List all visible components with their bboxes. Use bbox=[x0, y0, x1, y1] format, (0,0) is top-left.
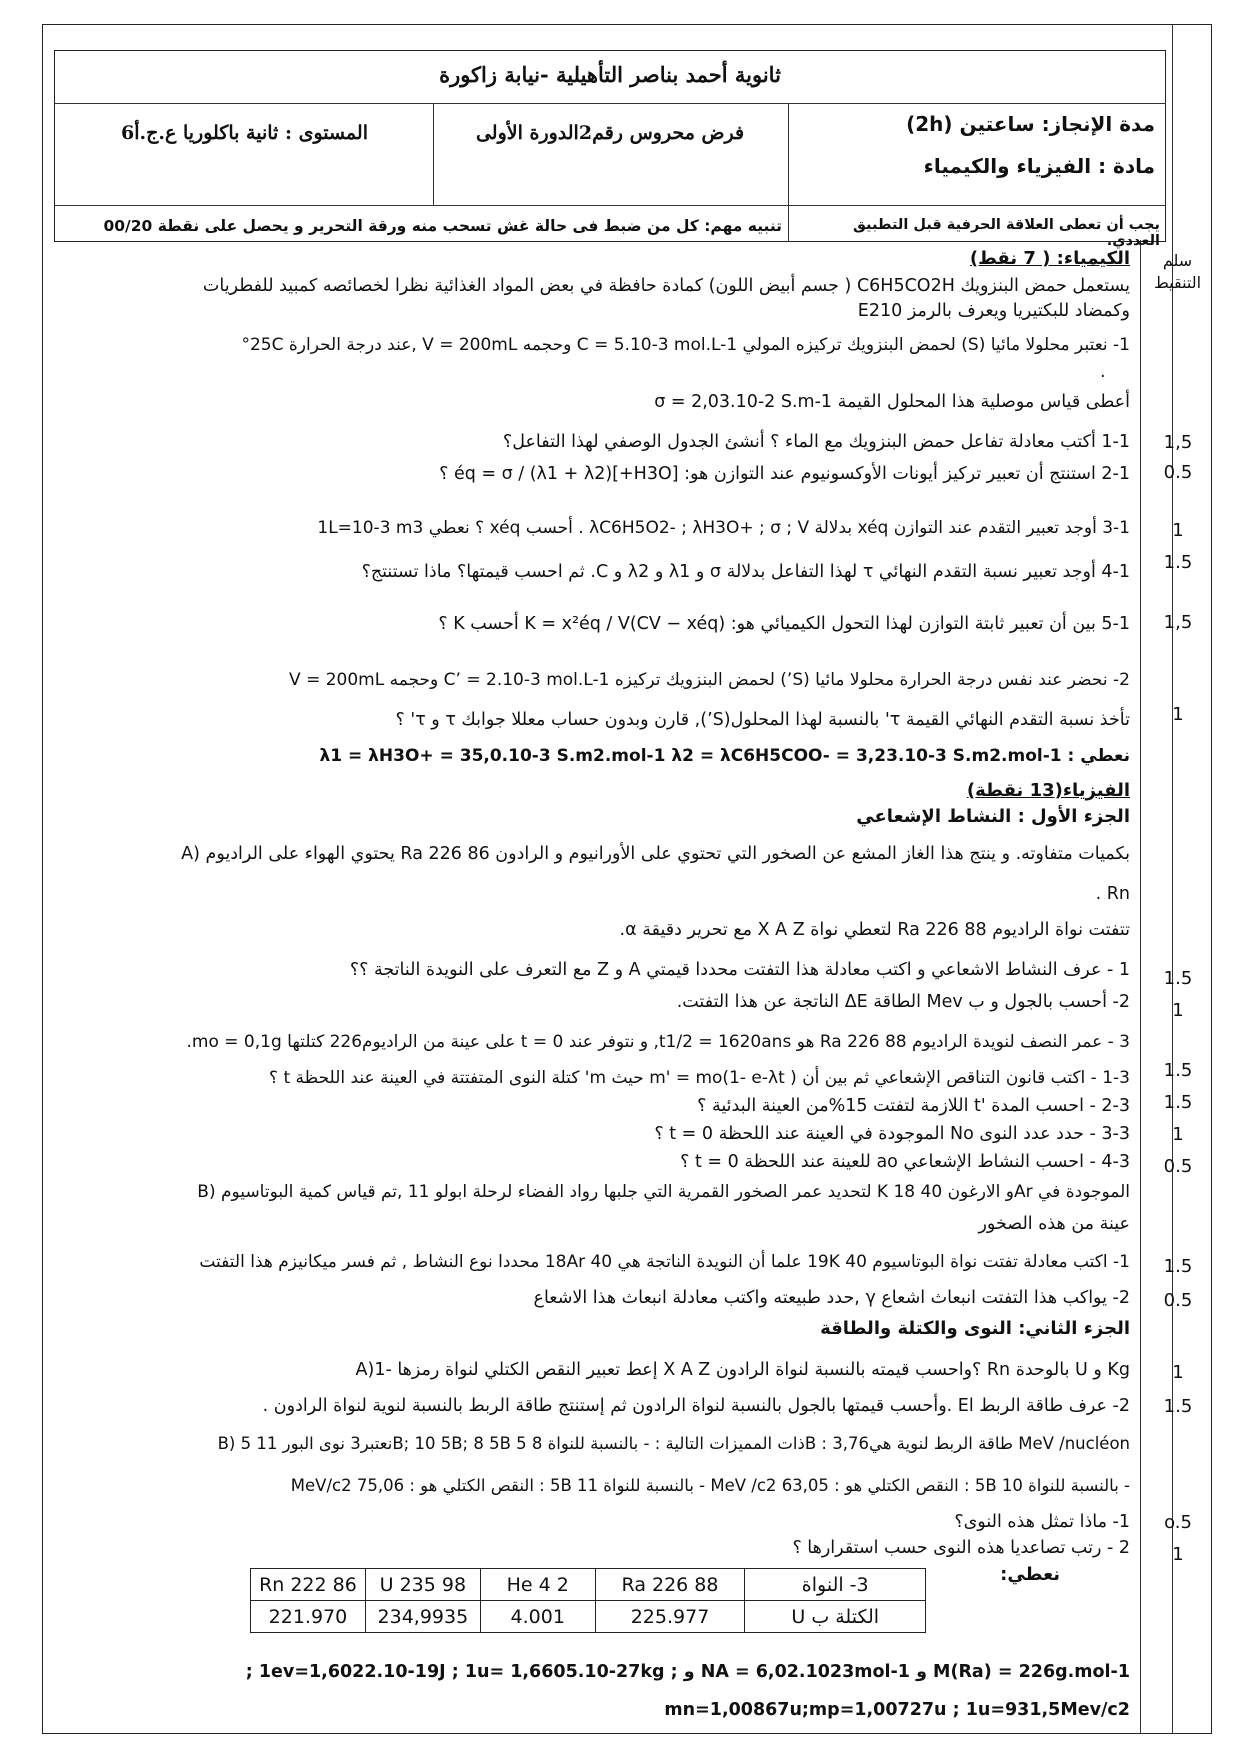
chemistry-title: الكيمياء: ( 7 نقط) bbox=[969, 248, 1130, 269]
chem-q2: 2- نحضر عند نفس درجة الحرارة محلولا مائيا (S’) لحمض البنزويك تركيزه C’ = 2.10-3 mol.L-1 وحجمه V = 200mL bbox=[289, 670, 1130, 690]
score-column-header: سلم التنقيط bbox=[1153, 251, 1202, 292]
score-value: 1,5 bbox=[1163, 432, 1193, 453]
score-value: 1 bbox=[1172, 520, 1184, 541]
constants-line-2: mn=1,00867u;mp=1,00727u ; 1u=931,5Mev/c2 bbox=[664, 1700, 1130, 1720]
table-cell: U 235 98 bbox=[365, 1569, 480, 1601]
chem-q1: 1- نعتبر محلولا مائيا (S) لحمض البنزويك تركيزه المولي C = 5.10-3 mol.L-1 وحجمه V = 200mL ,عند درجة الحرارة 25C° bbox=[241, 335, 1130, 355]
score-value: 1 bbox=[1172, 1544, 1184, 1565]
phys-q3-4: 4-3 - احسب النشاط الإشعاعي ao للعينة عند اللحظة t = 0 ؟ bbox=[680, 1152, 1130, 1172]
score-value: 1.5 bbox=[1163, 1060, 1193, 1081]
table-cell: 221.970 bbox=[251, 1601, 366, 1633]
phys-b1: B) لتحديد عمر الصخور القمرية التي جلبها رواد الفضاء لرحلة ابولو 11 ,تم قياس كمية البوتاسيوم K و الارغون 40 18Ar الموجودة في bbox=[197, 1182, 1130, 1202]
nuclei-mass-table bbox=[250, 1568, 926, 1633]
score-value: 1.5 bbox=[1163, 968, 1193, 989]
phys-q2: 2- أحسب بالجول و ب Mev الطاقة ΔE الناتجة عن هذا التفتت. bbox=[676, 992, 1130, 1012]
chem-intro-1: يستعمل حمض البنزويك C6H5CO2H ( جسم أبيض اللون) كمادة حافظة في بعض المواد الغذائية نظرا لخصائصه كمبيد للفطريات bbox=[202, 276, 1130, 296]
exam-subject: مادة : الفيزياء والكيمياء bbox=[923, 154, 1155, 178]
table-cell: 225.977 bbox=[595, 1601, 745, 1633]
exam-duration: مدة الإنجاز: ساعتين (2h) bbox=[906, 112, 1155, 136]
phys-q3: 3 - عمر النصف لنويدة الراديوم Ra 226 88 هو t1/2 = 1620ans, و نتوفر عند t = 0 على عينة من الراديوم226 كتلتها mo = 0,1g. bbox=[186, 1032, 1130, 1052]
score-value: 0.5 bbox=[1163, 1290, 1193, 1311]
school-name: ثانوية أحمد بناصر التأهيلية -نيابة زاكورة bbox=[439, 62, 781, 87]
phys-q3-2: 2-3 - احسب المدة 't اللازمة لتفتت 15%من العينة البدئية ؟ bbox=[697, 1096, 1130, 1116]
score-value: o.5 bbox=[1164, 1512, 1192, 1533]
physics-part-2: الجزء الثاني: النوى والكتلة والطاقة bbox=[820, 1318, 1130, 1339]
header-col-2 bbox=[788, 103, 789, 242]
cheating-warning: تنبيه مهم: كل من ضبط فى حالة غش تسحب منه ورقة التحرير و يحصل على نقطة 00/20 bbox=[103, 217, 782, 235]
score-value: 0.5 bbox=[1163, 1156, 1193, 1177]
chem-given: نعطي : λ1 = λH3O+ = 35,0.10-3 S.m2.mol-1 λ2 = λC6H5COO- = 3,23.10-3 S.m2.mol-1 bbox=[319, 746, 1130, 766]
phys-c2: 2- عرف طاقة الربط El .وأحسب قيمتها بالجول بالنسبة لنواة الرادون ثم إستنتج طاقة الربط بالنسبة لنوية لنواة الرادون . bbox=[262, 1396, 1130, 1416]
phys-b1-b: عينة من هذه الصخور bbox=[978, 1214, 1130, 1234]
exam-title: فرض محروس رقم2الدورة الأولى bbox=[475, 122, 745, 144]
header-divider-2 bbox=[54, 205, 1166, 206]
score-value: 1 bbox=[1172, 1362, 1184, 1383]
chem-q1-sigma: أعطى قياس موصلية هذا المحلول القيمة σ = 2,03.10-2 S.m-1 bbox=[654, 392, 1130, 412]
score-value: 1 bbox=[1172, 1124, 1184, 1145]
table-cell: 3- النواة bbox=[745, 1569, 926, 1601]
chem-q2-b: تأخذ نسبة التقدم النهائي القيمة τ' بالنسبة لهذا المحلول(S’), قارن وبدون حساب معللا جوابك τ و τ' ؟ bbox=[395, 710, 1130, 730]
score-value: 1.5 bbox=[1163, 1396, 1193, 1417]
physics-part-1: الجزء الأول : النشاط الإشعاعي bbox=[856, 806, 1130, 827]
phys-d2: - بالنسبة للنواة 10 5B : النقص الكتلي هو : 63,05 MeV /c2 - بالنسبة للنواة 11 5B : النقص الكتلي هو : 75,06 MeV/c2 bbox=[290, 1476, 1130, 1495]
chem-q1-4: 4-1 أوجد تعبير نسبة التقدم النهائي τ لهذا التفاعل بدلالة σ و λ1 و λ2 و C. ثم احسب قيمتها؟ ماذا تستنتج؟ bbox=[361, 562, 1130, 582]
phys-a1-b: . Rn bbox=[1095, 884, 1130, 904]
table-cell: الكتلة ب U bbox=[745, 1601, 926, 1633]
score-value: 1,5 bbox=[1163, 612, 1193, 633]
score-value: 1.5 bbox=[1163, 552, 1193, 573]
phys-d1: B) نعتبر3 نوى البور 11 5B; 10 5B; 8 5B ذات المميزات التالية : - بالنسبة للنواة 8 5B : طاقة الربط لنوية هي3,76 MeV /nucléon bbox=[217, 1434, 1130, 1453]
class-level: المستوى : ثانية باكلوريا ع.ج.أ6 bbox=[120, 122, 368, 144]
score-value: 1.5 bbox=[1163, 1256, 1193, 1277]
score-column-divider bbox=[1140, 240, 1141, 1734]
header-divider-1 bbox=[54, 103, 1166, 104]
phys-c1: A)1- إعط تعبير النقص الكتلي لنواة رمزها X A Z ؟واحسب قيمته بالنسبة لنواة الرادون Rn بالوحدة U و Kg bbox=[355, 1360, 1130, 1380]
physics-title: الفيزياء(13 نقطة) bbox=[966, 780, 1130, 801]
chem-q1-dot: . bbox=[1100, 362, 1106, 382]
chem-q1-2: 2-1 استنتج أن تعبير تركيز أيونات الأوكسونيوم عند التوازن هو: [H3O+]éq = σ / (λ1 + λ2) ؟ bbox=[439, 464, 1130, 484]
score-value: 0.5 bbox=[1163, 462, 1193, 483]
phys-q1: 1 - عرف النشاط الاشعاعي و اكتب معادلة هذا التفتت محددا قيمتي A و Z مع التعرف على النويدة الناتجة ؟؟ bbox=[349, 960, 1130, 980]
table-row bbox=[251, 1601, 926, 1633]
given-label: نعطي: bbox=[1000, 1564, 1060, 1585]
phys-q3-1: 1-3 - اكتب قانون التناقص الإشعاعي ثم بين أن ( m' = mo(1- e-λt حيث m' كتلة النوى المتفتتة في العينة عند اللحظة t ؟ bbox=[269, 1068, 1130, 1088]
chem-q1-3: 3-1 أوجد تعبير التقدم عند التوازن xéq بدلالة λC6H5O2- ; λH3O+ ; σ ; V . أحسب xéq ؟ نعطي 1L=10-3 m3 bbox=[317, 518, 1130, 538]
table-cell: He 4 2 bbox=[480, 1569, 595, 1601]
chem-intro-2: وكمضاد للبكتيريا ويعرف بالرمز E210 bbox=[857, 301, 1130, 321]
table-row bbox=[251, 1569, 926, 1601]
table-cell: 234,9935 bbox=[365, 1601, 480, 1633]
phys-b-q2: 2- يواكب هذا التفتت انبعاث اشعاع γ ,حدد طبيعته واكتب معادلة انبعاث هذا الاشعاع bbox=[533, 1288, 1130, 1308]
header-col-1 bbox=[433, 103, 434, 205]
formula-rule: يجب أن تعطى العلاقة الحرفية قبل التطبيق العددي. bbox=[852, 217, 1160, 249]
table-cell: Ra 226 88 bbox=[595, 1569, 745, 1601]
constants-line-1: ; 1ev=1,6022.10-19J ; 1u= 1,6605.10-27kg ; و NA = 6,02.1023mol-1 و M(Ra) = 226g.mol-1 bbox=[245, 1662, 1130, 1682]
phys-d-q1: 1- ماذا تمثل هذه النوى؟ bbox=[954, 1512, 1130, 1532]
phys-d-q2: 2 - رتب تصاعديا هذه النوى حسب استقرارها ؟ bbox=[792, 1538, 1130, 1558]
chem-q1-1: 1-1 أكتب معادلة تفاعل حمض البنزويك مع الماء ؟ أنشئ الجدول الوصفي لهذا التفاعل؟ bbox=[502, 432, 1130, 452]
phys-a1: A) يحتوي الهواء على الراديوم Ra 226 86 بكميات متفاوته. و ينتج هذا الغاز المشع عن الصخور التي تحتوي على الأورانيوم و الرادون bbox=[181, 844, 1130, 864]
phys-a2: تتفتت نواة الراديوم Ra 226 88 لتعطي نواة X A Z مع تحرير دقيقة α. bbox=[619, 920, 1130, 940]
score-value: 1 bbox=[1172, 704, 1184, 725]
table-cell: 4.001 bbox=[480, 1601, 595, 1633]
table-cell: Rn 222 86 bbox=[251, 1569, 366, 1601]
score-value: 1 bbox=[1172, 1000, 1184, 1021]
chem-q1-5: 5-1 بين أن تعبير ثابتة التوازن لهذا التحول الكيميائي هو: K = x²éq / V(CV − xéq) أحسب K ؟ bbox=[438, 614, 1130, 634]
score-value: 1.5 bbox=[1163, 1092, 1193, 1113]
phys-q3-3: 3-3 - حدد عدد النوى No الموجودة في العينة عند اللحظة t = 0 ؟ bbox=[654, 1124, 1130, 1144]
phys-b-q1: 1- اكتب معادلة تفتت نواة البوتاسيوم 40 19K علما أن النويدة الناتجة هي 40 18Ar محددا نوع النشاط , ثم فسر ميكانيزم هذا التفتت bbox=[199, 1252, 1130, 1272]
